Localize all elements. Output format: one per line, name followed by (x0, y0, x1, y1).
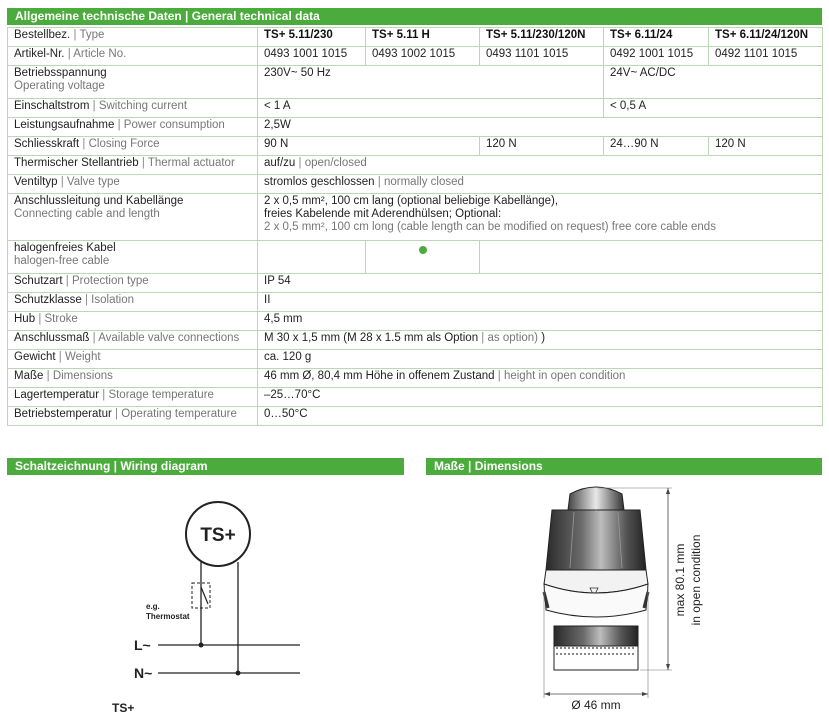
row-label: Schliesskraft | Closing Force (8, 137, 258, 156)
table-cell: 0493 1101 1015 (480, 47, 604, 66)
table-cell (366, 241, 480, 274)
table-row (8, 407, 823, 426)
table-cell: 0…50°C (258, 407, 823, 426)
table-row (8, 350, 823, 369)
model-header: TS+ 5.11/230 (258, 28, 366, 47)
technical-data-table (7, 27, 823, 426)
row-label: Betriebstemperatur | Operating temperature (8, 407, 258, 426)
table-cell: 120 N (480, 137, 604, 156)
table-row (8, 66, 823, 99)
diameter-label: Ø 46 mm (571, 698, 621, 712)
thermostat-label: Thermostat (146, 612, 190, 621)
table-row (8, 369, 823, 388)
wiring-section-header: Schaltzeichnung | Wiring diagram (7, 458, 404, 475)
row-label: halogenfreies Kabel halogen-free cable (8, 241, 258, 274)
table-row (8, 388, 823, 407)
table-row (8, 331, 823, 350)
table-cell: 2 x 0,5 mm², 100 cm lang (optional beliebige Kabellänge), freies Kabelende mit Aderendhülsen; Optional: 2 x 0,5 mm², 100 cm long (cable length can be modified on request) free core cable ends (258, 194, 823, 241)
row-label: Anschlussmaß | Available valve connections (8, 331, 258, 350)
table-cell: 0492 1001 1015 (604, 47, 709, 66)
table-cell (258, 241, 366, 274)
row-label: Maße | Dimensions (8, 369, 258, 388)
table-cell: ca. 120 g (258, 350, 823, 369)
row-label: Schutzart | Protection type (8, 274, 258, 293)
table-cell: < 1 A (258, 99, 604, 118)
table-cell: 90 N (258, 137, 480, 156)
row-label: Einschaltstrom | Switching current (8, 99, 258, 118)
dimensions-drawing (500, 480, 729, 714)
availability-dot-icon (419, 246, 427, 254)
table-cell: M 30 x 1,5 mm (M 28 x 1.5 mm als Option | as option) ) (258, 331, 823, 350)
table-cell: 120 N (709, 137, 823, 156)
table-row (8, 47, 823, 66)
table-row (8, 293, 823, 312)
table-row (8, 175, 823, 194)
line-l-label: L~ (134, 637, 151, 653)
spec-section-header: Allgemeine technische Daten | General technical data (7, 8, 822, 25)
row-label: Hub | Stroke (8, 312, 258, 331)
wiring-caption: TS+ (112, 701, 135, 714)
table-cell: stromlos geschlossen | normally closed (258, 175, 823, 194)
row-label: Anschlussleitung und Kabellänge Connecting cable and length (8, 194, 258, 241)
row-label: Gewicht | Weight (8, 350, 258, 369)
table-cell: < 0,5 A (604, 99, 823, 118)
row-label: Artikel-Nr. | Article No. (8, 47, 258, 66)
row-label: Ventiltyp | Valve type (8, 175, 258, 194)
actuator-drawing (544, 487, 648, 670)
table-cell: 4,5 mm (258, 312, 823, 331)
row-label: Betriebsspannung Operating voltage (8, 66, 258, 99)
table-cell (480, 241, 823, 274)
model-header: TS+ 5.11 H (366, 28, 480, 47)
table-cell: auf/zu | open/closed (258, 156, 823, 175)
row-label: Leistungsaufnahme | Power consumption (8, 118, 258, 137)
table-row (8, 99, 823, 118)
dimensions-section-header: Maße | Dimensions (426, 458, 822, 475)
table-row (8, 241, 823, 274)
row-label: Thermischer Stellantrieb | Thermal actuator (8, 156, 258, 175)
table-cell: 24V~ AC/DC (604, 66, 823, 99)
model-header: TS+ 6.11/24 (604, 28, 709, 47)
table-cell: 230V~ 50 Hz (258, 66, 604, 99)
actuator-label: TS+ (200, 525, 236, 546)
table-cell: 24…90 N (604, 137, 709, 156)
row-label: Schutzklasse | Isolation (8, 293, 258, 312)
table-cell: 2,5W (258, 118, 823, 137)
height-label: in open condition (689, 534, 703, 626)
model-header: TS+ 5.11/230/120N (480, 28, 604, 47)
table-row (8, 118, 823, 137)
row-label: Bestellbez. | Type (8, 28, 258, 47)
table-cell: IP 54 (258, 274, 823, 293)
table-row (8, 312, 823, 331)
table-cell: –25…70°C (258, 388, 823, 407)
table-cell: 0492 1101 1015 (709, 47, 823, 66)
line-n-label: N~ (134, 665, 153, 681)
model-header: TS+ 6.11/24/120N (709, 28, 823, 47)
table-cell: 0493 1001 1015 (258, 47, 366, 66)
table-row (8, 274, 823, 293)
table-cell: 0493 1002 1015 (366, 47, 480, 66)
wiring-diagram (100, 485, 300, 714)
table-cell: 46 mm Ø, 80,4 mm Höhe in offenem Zustand | height in open condition (258, 369, 823, 388)
table-row (8, 28, 823, 47)
thermostat-label: e.g. (146, 602, 160, 611)
table-row (8, 156, 823, 175)
height-label: max 80.1 mm (673, 543, 687, 617)
row-label: Lagertemperatur | Storage temperature (8, 388, 258, 407)
table-row (8, 137, 823, 156)
table-cell: II (258, 293, 823, 312)
table-row (8, 194, 823, 241)
